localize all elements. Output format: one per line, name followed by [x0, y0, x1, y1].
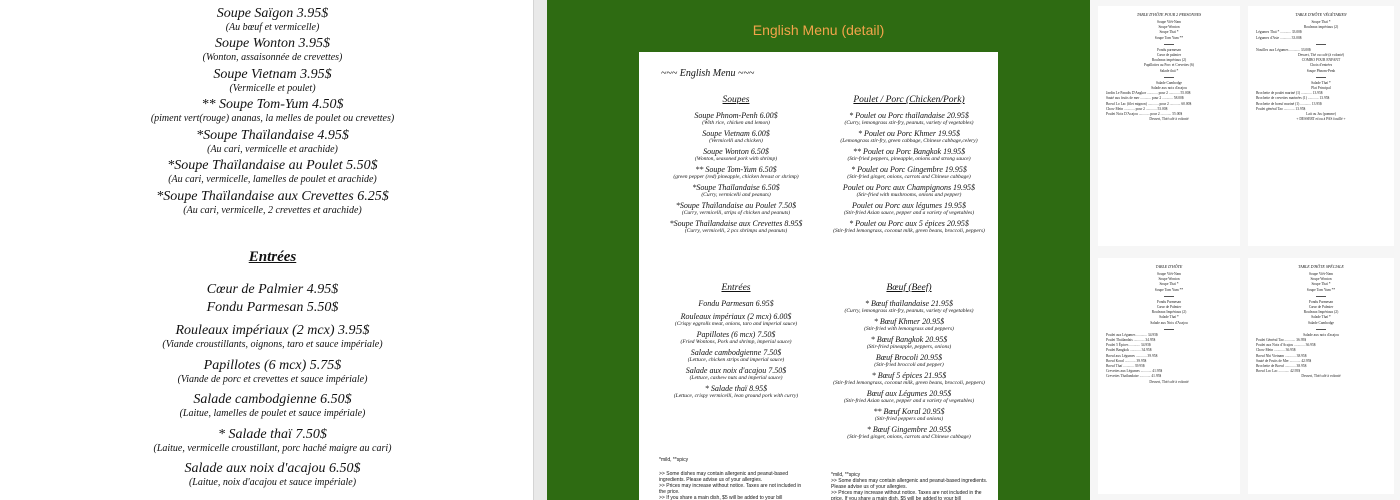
- sheet-line: Nouilles aux Légumes ............ 33.00$: [1256, 47, 1311, 52]
- menu-item-name: Bœuf Brocoli 20.95$: [875, 353, 943, 362]
- menu-item: [825, 317, 993, 333]
- menu-item: [0, 36, 533, 64]
- menu-item-desc: (Stir-fried peppers, pineapple, onions and strong sauce): [847, 156, 971, 162]
- boeuf-items: [825, 299, 993, 441]
- menu-item: [825, 219, 993, 235]
- menu-item: [825, 201, 993, 217]
- boeuf-heading: Bœuf (Beef): [886, 283, 932, 293]
- menu-item: [0, 6, 533, 34]
- sheet-line: Dessert, Thé/café à volonté: [1301, 374, 1341, 379]
- menu-item-name: Bœuf aux Légumes 20.95$: [866, 389, 952, 398]
- sheet-line: Fondu parmesan: [1157, 47, 1181, 52]
- entrees-heading-en: Entrées: [721, 283, 751, 293]
- menu-item: [651, 330, 821, 346]
- mild-note-left: *mild, **spicy: [659, 457, 689, 463]
- mild-note-right: *mild, **spicy: [831, 472, 861, 478]
- menu-item-name: ** Soupe Tom-Yum 4.50$: [201, 97, 344, 112]
- sheet-line: Soupe Thaï *: [1159, 30, 1179, 35]
- sheet-line: Poulet général Tao ............ 13.95$: [1256, 106, 1306, 111]
- menu-item-desc: (Lettuce, cashew nuts and imperial sauce): [689, 375, 783, 381]
- menu-item-desc: (Curry, vermicelli and peanuts): [701, 192, 771, 198]
- menu-item-name: Fondu Parmesan 6.95$: [698, 299, 774, 308]
- sheet-line: Salade Cambodge: [1155, 80, 1183, 85]
- sheet-line: Soupe Wonton: [1310, 277, 1332, 282]
- entrees-heading: Entrées: [248, 249, 297, 265]
- menu-item-desc: (piment vert(rouge) ananas, la melles de poulet ou crevettes): [150, 113, 395, 124]
- menu-item-name: * Bœuf 5 épices 21.95$: [871, 371, 947, 380]
- menu-item-desc: (Stir-fried peppers and onions): [874, 416, 944, 422]
- menu-item: [651, 366, 821, 382]
- menu-item-name: Salade cambodgienne 6.50$: [193, 392, 352, 407]
- sheet-line: Plat Principal: [1311, 86, 1331, 91]
- menu-item: [651, 348, 821, 364]
- menu-item-name: Rouleaux impériaux (2 mcx) 6.00$: [680, 312, 792, 321]
- menu-item: [0, 427, 533, 455]
- sheet-line: Poulet 5 Épices ............ 34.95$: [1106, 343, 1151, 348]
- sheet-line: Cœur de Palmier: [1156, 305, 1182, 310]
- menu-item-name: * Bœuf Khmer 20.95$: [873, 317, 945, 326]
- poulet-items: [825, 111, 993, 235]
- menu-item-name: Poulet ou Porc aux légumes 19.95$: [852, 201, 966, 210]
- poulet-column: [825, 94, 993, 237]
- sheet-divider: [1164, 296, 1174, 297]
- menu-item: [825, 425, 993, 441]
- menu-item: [825, 111, 993, 127]
- sheet-divider: [1316, 44, 1326, 45]
- sheet-line: Choix d'entrées: [1309, 63, 1333, 68]
- menu-item-name: ** Bœuf Koral 20.95$: [873, 407, 945, 416]
- sheet-title: TABLE D'HÔTE VÉGÉTARIEN: [1295, 12, 1347, 17]
- allergy-notes-right: [831, 478, 991, 500]
- sheet-line: Soupe Viêt-Nam: [1157, 20, 1181, 24]
- menu-item-name: *Soupe Thaïlandaise au Poulet 7.50$: [675, 201, 797, 210]
- french-menu-panel: [0, 0, 533, 500]
- menu-item: [651, 111, 821, 127]
- menu-item-desc: (Stir-fried broccoli and pepper): [874, 362, 944, 368]
- sheet-table-dhote: [1098, 258, 1240, 494]
- sheet-table-dhote-2-personnes: [1098, 6, 1240, 246]
- sheet-line: Sauté aux fruits de mer ............ pour 2 ............ 58.00$: [1106, 96, 1184, 101]
- menu-item-name: Soupe Vietnam 6.00$: [702, 129, 770, 138]
- allergy-note: >> Prices may increase without notice. Taxes are not included in the price. If you share a main dish, $5 will be added to your bill: [831, 490, 982, 500]
- sheet-title: TABLE D'HÔTE: [1155, 264, 1183, 269]
- menu-item-desc: (Laitue, vermicelle croustillant, porc haché maigre au cari): [153, 443, 392, 454]
- menu-item-name: Cœur de Palmier 4.95$: [206, 282, 339, 297]
- menu-item-name: * Bœuf Gingembre 20.95$: [866, 425, 952, 434]
- menu-item: [825, 129, 993, 145]
- sheet-line: Boeuf Koral ............ 39.95$: [1106, 358, 1147, 363]
- sheet-line: Brochette de boeuf mariné (1) ............ 13.95$: [1256, 101, 1322, 106]
- menu-item-desc: (Stir-fried pineapple, peppers, onions): [866, 344, 952, 350]
- sheet-line: Soupe Thaï *: [1311, 20, 1331, 24]
- sheet-line: Dessert, Thé/café à volonté: [1149, 379, 1189, 384]
- sheet-line: Légumes d'Asie ............ 33.00$: [1256, 35, 1302, 40]
- sheet-line: Rouleaux Impériaux (2): [1151, 310, 1187, 315]
- sheet-line: Salade Cambodge: [1307, 320, 1335, 325]
- menu-item-name: Rouleaux impériaux (2 mcx) 3.95$: [175, 323, 370, 338]
- menu-item: [0, 189, 533, 217]
- paper-header: ~~~ English Menu ~~~: [661, 68, 755, 79]
- sheet-line: Soupe Tom Yum **: [1306, 287, 1336, 292]
- soups-column: [651, 94, 821, 237]
- menu-item-desc: (Curry, vermicelli, 2 pcs shrimps and peanuts): [684, 228, 788, 234]
- sheet-line: Brochette de poulet mariné (1) ............ 13.95$: [1256, 91, 1323, 96]
- sheet-title: TABLE D'HÔTE SPÉCIALE: [1298, 264, 1344, 269]
- footnote-right: [831, 472, 991, 500]
- menu-item: [0, 158, 533, 186]
- sheet-line: Rouleaux impériaux (2): [1151, 58, 1187, 63]
- menu-item-name: *Soupe Thaïlandaise aux Crevettes 8.95$: [669, 219, 803, 228]
- sheet-line: Soupe Thaï *: [1311, 282, 1331, 287]
- english-menu-panel: [547, 0, 1090, 500]
- sheet-divider: [1316, 329, 1326, 330]
- sheet-divider: [1164, 44, 1174, 45]
- allergy-notes-left: [659, 471, 809, 500]
- menu-item-name: * Poulet ou Porc thaïlandaise 20.95$: [849, 111, 969, 120]
- sheet-line: Soupe Thaï *: [1159, 282, 1179, 287]
- sheet-title: TABLE D'HÔTE POUR 2 PERSONNES: [1136, 12, 1202, 17]
- menu-item-name: * Salade thaï 7.50$: [218, 427, 327, 442]
- menu-item-desc: (Wonton, seasoned pork with shrimp): [694, 156, 778, 162]
- sheet-line: Lait ou Jus (pomme): [1306, 112, 1336, 117]
- sheet-line: Poulet Noix D'Acajou ............ pour 2 ............ 55.00$: [1106, 112, 1183, 117]
- sheet-line: Boeuf Lo Lac (filet mignon) ............ pour 2 ............ 60.00$: [1106, 101, 1192, 106]
- menu-item-desc: (With rice, chicken and lemon): [702, 120, 770, 126]
- sheet-line: Poulet aux Noix d'Acajou ............ 36.95$: [1256, 343, 1316, 348]
- panel-divider: [533, 0, 547, 500]
- sheet-divider: [1164, 77, 1174, 78]
- menu-item-name: Salade aux noix d'acajou 6.50$: [184, 461, 361, 476]
- english-menu-title: English Menu (detail): [752, 22, 885, 38]
- menu-item-desc: (Au cari, vermicelle, lamelles de poulet et arachide): [168, 174, 377, 185]
- menu-item: [825, 353, 993, 369]
- menu-item-desc: (Crispy eggrolls meat, onions, taro and imperial sauce): [674, 321, 798, 327]
- sheet-line: Chow Mein ............ 36.95$: [1256, 348, 1296, 353]
- sheet-line: Rouleaux Impériaux (2): [1303, 310, 1339, 315]
- menu-item: [0, 282, 533, 298]
- sheet-line: Boeuf Thaï ............ 39.95$: [1106, 364, 1145, 369]
- menu-item-desc: (Lettuce, chicken strips and imperial sauce): [687, 357, 785, 363]
- menu-item: [651, 201, 821, 217]
- menu-item-name: Soupe Wonton 6.50$: [703, 147, 769, 156]
- menu-item-desc: (Laitue, lamelles de poulet et sauce impériale): [179, 408, 366, 419]
- sheet-table-dhote-speciale: [1248, 258, 1394, 494]
- sheet-divider: [1164, 329, 1174, 330]
- sheet-line: Dessert, Thé ou café (à volonté): [1297, 53, 1345, 58]
- allergy-note: >> If you share a main dish, $5 will be added to your bill: [659, 495, 783, 500]
- sheet-line: Poulet Bangkok ............ 34.95$: [1106, 348, 1152, 353]
- sheet-line: Salade aux noix d'acajou: [1151, 86, 1187, 91]
- sheet-line: Brochette de crevettes marinées (1) ............ 13.95$: [1256, 96, 1330, 101]
- menu-item: [825, 371, 993, 387]
- sheet-line: Salade aux noix d'acajou: [1303, 332, 1339, 337]
- sheet-line: + DESSERT et/ou à PAS fouillé +: [1296, 117, 1346, 122]
- menu-item-name: * Bœuf thaïlandaise 21.95$: [865, 299, 953, 308]
- sheet-line: Chow Mein ............ pour 2 ............ 53.00$: [1106, 106, 1168, 111]
- menu-item-name: Soupe Vietnam 3.95$: [213, 67, 332, 82]
- boeuf-column: [825, 282, 993, 443]
- menu-item-name: * Poulet ou Porc Gingembre 19.95$: [851, 165, 967, 174]
- menu-item-name: * Bœuf Bangkok 20.95$: [870, 335, 948, 344]
- menu-item: [0, 97, 533, 125]
- poulet-heading: Poulet / Porc (Chicken/Pork): [853, 95, 965, 105]
- sheet-line: Jardin Le Paradis D'Angkor ............ pour 2 ............ 55.00$: [1106, 91, 1191, 96]
- menu-item-desc: (Lemongrass stir-fry, green cabbage, Chinese cabbage,celery): [840, 138, 978, 144]
- sheet-line: Cœur de palmier: [1156, 53, 1182, 58]
- sheet-line: Brochette de Boeuf ............ 38.95$: [1256, 364, 1307, 369]
- sheet-line: Poulet Thaïlandais ............ 34.95$: [1106, 338, 1156, 343]
- sheet-line: Boeuf Loc Lac ............ 42.95$: [1256, 369, 1301, 374]
- menu-item: [825, 335, 993, 351]
- menu-item-desc: (Stir-fried Asian sauce, pepper and a variety of vegetables): [843, 210, 975, 216]
- footnote-left: [659, 457, 809, 500]
- menu-item-desc: (Stir-fried with lemongrass and peppers): [864, 326, 954, 332]
- menu-item-name: *Soupe Thaïlandaise 6.50$: [692, 183, 780, 192]
- menu-item-name: Salade aux noix d'acajou 7.50$: [685, 366, 787, 375]
- sheet-line: COMBO POUR ENFANT: [1301, 58, 1341, 63]
- menu-item: [651, 312, 821, 328]
- sheet-line: Soupe Tom Yum **: [1154, 287, 1184, 292]
- menu-item: [651, 219, 821, 235]
- menu-item-name: Papillotes (6 mcx) 5.75$: [203, 358, 342, 373]
- sheet-line: Crevettes Thaïlandaise ............ 41.95$: [1106, 374, 1162, 379]
- sheet-line: Boeuf aux Légumes ............ 39.95$: [1106, 353, 1158, 358]
- sheet-line: Rouleaux impériaux (2): [1303, 25, 1339, 30]
- menu-item-desc: (Stir-fried lemongrass, coconut milk, green beans, broccoli, peppers): [833, 228, 985, 234]
- menu-item-name: ** Poulet ou Porc Bangkok 19.95$: [852, 147, 966, 156]
- entrees-column: [651, 282, 821, 402]
- menu-item: [825, 407, 993, 423]
- menu-item-name: Poulet ou Porc aux Champignons 19.95$: [842, 183, 976, 192]
- sheet-line: Soupe Viêt-Nam: [1309, 272, 1333, 276]
- menu-item-name: *Soupe Thaïlandaise aux Crevettes 6.25$: [156, 189, 389, 204]
- allergy-note: >> Prices may increase without notice. Taxes are not included in the price.: [659, 483, 802, 495]
- menu-item-desc: (Wonton, assaisonnée de crevettes): [202, 52, 343, 63]
- sheet-line: Soupe Phnom-Penh: [1306, 68, 1336, 73]
- menu-item-desc: (Stir-fried Asian sauce, pepper and a variety of vegetables): [843, 398, 975, 404]
- sheet-line: Salade Thaï *: [1311, 315, 1331, 320]
- menu-item: [825, 165, 993, 181]
- sheet-line: Légumes Thaï * ............ 33.00$: [1256, 30, 1302, 35]
- menu-item-name: Fondu Parmesan 5.50$: [206, 300, 339, 315]
- menu-item-desc: (Au cari, vermicelle, 2 crevettes et arachide): [183, 205, 362, 216]
- sheet-line: Boeuf Nhi Vietnam ............ 38.95$: [1256, 353, 1307, 358]
- entree-items: [651, 299, 821, 400]
- menu-item-name: Soupe Wonton 3.95$: [215, 36, 330, 51]
- menu-item: [0, 300, 533, 316]
- sheet-line: Fondu Parmesan: [1308, 299, 1334, 304]
- menu-item: [825, 299, 993, 315]
- menu-item: [0, 358, 533, 386]
- menu-item: [651, 299, 821, 312]
- allergy-note: >> Some dishes may contain allergenic and peanut-based ingredients. Please advise us of your allergies.: [659, 471, 788, 483]
- menu-item-name: Soupe Phnom-Penh 6.00$: [694, 111, 778, 120]
- sheet-line: Sauté de Fruits de Mer ............ 42.95$: [1256, 358, 1312, 363]
- soup-items: [651, 111, 821, 235]
- menu-item-name: * Salade thaï 8.95$: [704, 384, 768, 393]
- menu-item-desc: (Stir-fried with mushrooms, onions and pepper): [856, 192, 962, 198]
- menu-item: [0, 392, 533, 420]
- sheet-line: Crevettes aux Légumes ............ 41.95$: [1106, 369, 1163, 374]
- menu-item: [651, 147, 821, 163]
- menu-item-name: Soupe Saïgon 3.95$: [216, 6, 329, 21]
- sheet-line: Dessert, Thé/café à volonté: [1149, 117, 1189, 122]
- menu-item-desc: (Stir-fried lemongrass, coconut milk, green beans, broccoli, peppers): [833, 380, 985, 386]
- menu-item: [825, 147, 993, 163]
- menu-item-desc: (Au bœuf et vermicelle): [225, 22, 320, 33]
- sheet-line: Salade Thaï *: [1311, 80, 1331, 85]
- sheet-line: Salade thaï *: [1159, 68, 1179, 73]
- soups-heading: Soupes: [722, 95, 750, 105]
- menu-item: [0, 461, 533, 489]
- sheet-line: Poulet aux Légumes ............ 34.95$: [1106, 332, 1158, 337]
- menu-item: [0, 67, 533, 95]
- sheet-line: Fondu Parmesan: [1156, 299, 1182, 304]
- table-dhote-panel: [1090, 0, 1400, 500]
- sheet-divider: [1316, 296, 1326, 297]
- sheet-line: Cœur de Palmier: [1308, 305, 1334, 310]
- menu-item-desc: (Viande croustillants, oignons, taro et sauce impériale): [162, 339, 383, 350]
- menu-item-desc: (Laitue, noix d'acajou et sauce impériale): [188, 477, 357, 488]
- menu-item-name: *Soupe Thaïlandaise 4.95$: [196, 128, 349, 143]
- english-menu-page: [639, 52, 998, 500]
- menu-item-name: ** Soupe Tom-Yum 6.50$: [695, 165, 777, 174]
- menu-item-desc: (Curry, lemongrass stir-fry, peanuts, variety of vegetables): [844, 308, 974, 314]
- menu-item-name: * Poulet ou Porc aux 5 épices 20.95$: [849, 219, 969, 228]
- menu-item-desc: (Viande de porc et crevettes et sauce impériale): [177, 374, 368, 385]
- menu-item-desc: (Au cari, vermicelle et arachide): [207, 144, 338, 155]
- menu-item-desc: (Stir-fried ginger, onions, carrots and Chinese cabbage): [847, 434, 971, 440]
- menu-item-desc: (Curry, lemongrass stir-fry, peanuts, variety of vegetables): [844, 120, 974, 126]
- sheet-line: Salade Thaï *: [1159, 315, 1179, 320]
- sheet-line: Salade aux Noix d'Acajou: [1150, 320, 1188, 325]
- sheet-line: Soupe Viêt-Nam: [1157, 272, 1181, 276]
- sheet-line: Soupe Wonton: [1158, 277, 1180, 282]
- allergy-note: >> Some dishes may contain allergenic and peanut-based ingredients. Please advise us of your allergies.: [831, 478, 988, 490]
- menu-item-name: *Soupe Thaïlandaise au Poulet 5.50$: [167, 158, 378, 173]
- sheet-line: Soupe Wonton: [1158, 25, 1180, 30]
- menu-item: [825, 183, 993, 199]
- sheet-divider: [1316, 77, 1326, 78]
- menu-item: [0, 128, 533, 156]
- menu-item: [0, 323, 533, 351]
- menu-item-desc: (Stir-fried ginger, onions, carrots and Chinese cabbage): [847, 174, 971, 180]
- sheet-line: Papillottes au Porc et Crevettes (6): [1143, 63, 1194, 68]
- menu-item-name: Papillotes (6 mcx) 7.50$: [696, 330, 776, 339]
- menu-item: [651, 129, 821, 145]
- menu-item: [651, 183, 821, 199]
- menu-item-desc: (Vermicelle et poulet): [229, 83, 316, 94]
- menu-item: [651, 165, 821, 181]
- menu-item-desc: (Lettuce, crispy vermicelli, lean ground pork with curry): [673, 393, 799, 399]
- sheet-table-dhote-vegetarien: [1248, 6, 1394, 246]
- menu-item-desc: (green pepper (red) pineapple, chicken breast or shrimp): [673, 174, 799, 180]
- menu-item-desc: (Curry, vermicelli, strips of chicken and peanuts): [681, 210, 791, 216]
- menu-item-desc: (Fried Wontons, Pork and shrimp, imperial sauce): [680, 339, 792, 345]
- sheet-line: Poulet Général Tao ............ 36.95$: [1256, 338, 1307, 343]
- menu-item-name: * Poulet ou Porc Khmer 19.95$: [858, 129, 960, 138]
- menu-item: [651, 384, 821, 400]
- sheet-line: Soupe Tom Yum **: [1154, 35, 1184, 40]
- menu-item-name: Salade cambodgienne 7.50$: [690, 348, 782, 357]
- menu-item: [825, 389, 993, 405]
- menu-item-desc: (Vermicelli and chicken): [709, 138, 763, 144]
